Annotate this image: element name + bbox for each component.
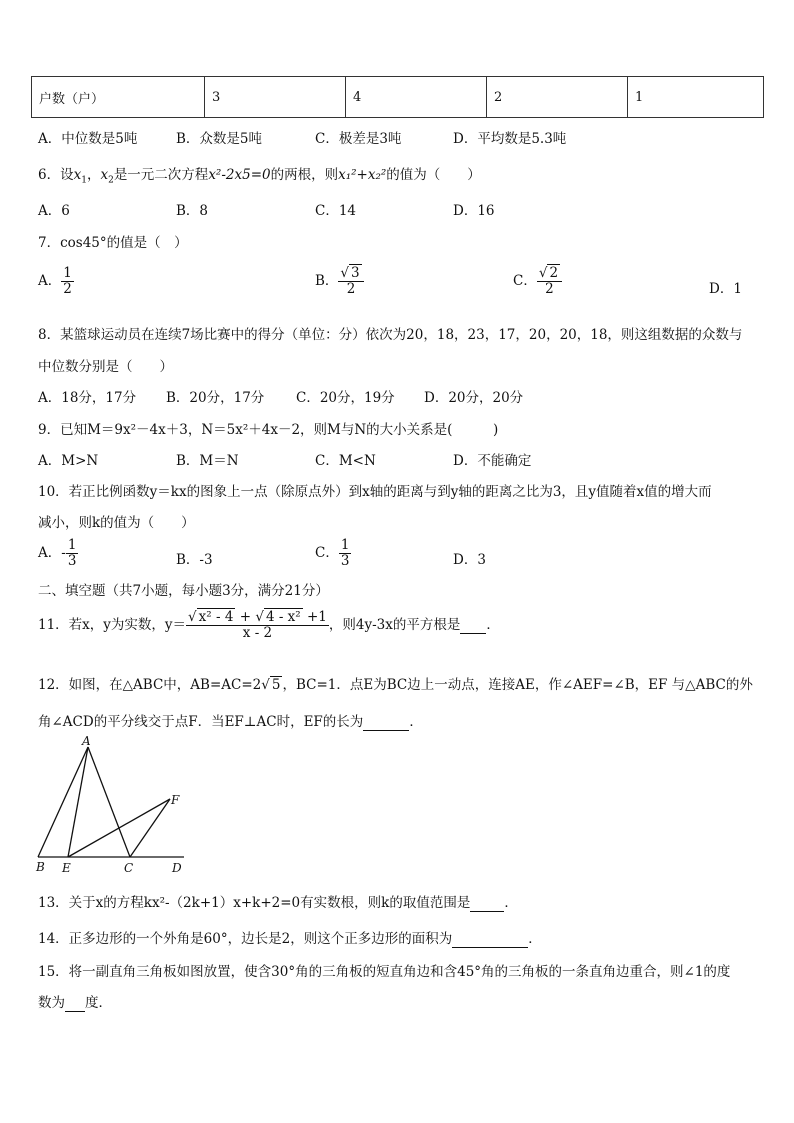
line-cf — [130, 799, 170, 857]
label-c: C — [124, 861, 134, 875]
household-table — [31, 76, 764, 118]
question-12-line1: 12．如图，在△ABC中，AB=AC=2√ 5 ，BC=1．点E为BC边上一动点，连接AE，作∠AEF=∠B，EF 与△ABC的外 — [38, 677, 753, 693]
table-cell: 3 — [205, 77, 346, 118]
fraction: $\frac{\text{√ x² - 4 + √ 4 - x² +1}}{x - 2}$ — [188, 609, 327, 641]
label-d: D — [172, 861, 182, 875]
q7-option-b: B． $\frac{√ 3}{2}$ — [315, 266, 364, 297]
question-15-line1: 15．将一副直角三角板如图放置，使含30°角的三角板的短直角边和含45°角的三角板的一条直角边重合，则∠1的度 — [38, 964, 731, 980]
line-ab — [38, 747, 88, 857]
question-8-line2: 中位数分别是（ ） — [38, 359, 173, 375]
q9-option-d: D．不能确定 — [453, 453, 532, 469]
question-15-line2: 数为 度． — [38, 995, 112, 1011]
q10-option-a: A．- $\frac{1}{3}$ — [38, 537, 77, 569]
section-heading: 二、填空题（共7小题，每小题3分，满分21分） — [38, 583, 329, 599]
q10-option-d: D．3 — [453, 552, 486, 568]
q10-option-b: B．-3 — [176, 552, 213, 568]
question-9: 9．已知M＝9x²－4x＋3，N＝5x²＋4x－2，则M与N的大小关系是( ) — [38, 422, 499, 438]
table-cell: 2 — [487, 77, 628, 118]
fraction: $\frac{1}{2}$ — [63, 265, 72, 297]
question-6: 6．设$x_1$，$x_2$是一元二次方程x²-2x5=0的两根，则x₁²+x₂²的值为（ ） — [38, 167, 481, 186]
q8-option-d: D．20分，20分 — [424, 390, 524, 406]
line-ae — [68, 747, 88, 857]
question-10-line1: 10．若正比例函数y＝kx的图象上一点（除原点外）到x轴的距离与到y轴的距离之比为3，且y值随着x值的增大而 — [38, 484, 712, 500]
fraction: $\frac{1}{3}$ — [340, 537, 350, 569]
q8-option-c: C．20分，19分 — [296, 390, 395, 406]
q5-option-d: D．平均数是5.3吨 — [453, 131, 567, 147]
answer-blank[interactable] — [363, 714, 409, 731]
question-13: 13．关于x的方程kx²-（2k+1）x+k+2=0有实数根，则k的取值范围是 ． — [38, 895, 518, 911]
q6-option-b: B．8 — [176, 203, 209, 219]
q8-option-a: A．18分，17分 — [38, 390, 137, 406]
question-12-line2: 角∠ACD的平分线交于点F．当EF⊥AC时，EF的长为 ． — [38, 714, 423, 730]
q9-option-c: C．M<N — [315, 453, 376, 469]
fraction: $\frac{√ 3}{2}$ — [338, 266, 363, 297]
line-ac — [88, 747, 130, 857]
question-10-line2: 减小，则k的值为（ ） — [38, 515, 195, 531]
q6-option-d: D．16 — [453, 203, 495, 219]
label-a: A — [82, 734, 91, 748]
q10-option-c: C． $\frac{1}{3}$ — [315, 537, 350, 569]
q5-option-a: A．中位数是5吨 — [38, 131, 138, 147]
q9-option-b: B．M＝N — [176, 453, 239, 469]
table-cell: 1 — [628, 77, 764, 118]
answer-blank[interactable] — [460, 617, 486, 634]
answer-blank[interactable] — [470, 895, 504, 912]
fraction: $\frac{√ 2}{2}$ — [537, 266, 562, 297]
q9-option-a: A．M>N — [38, 453, 99, 469]
label-b: B — [36, 860, 45, 874]
q7-option-a: A． $\frac{1}{2}$ — [38, 265, 72, 297]
question-14: 14．正多边形的一个外角是60°，边长是2，则这个正多边形的面积为 ． — [38, 931, 542, 947]
table-row — [32, 77, 764, 118]
q6-option-c: C．14 — [315, 203, 357, 219]
table-cell: 4 — [346, 77, 487, 118]
q7-option-c: C． $\frac{√ 2}{2}$ — [513, 266, 562, 297]
table-cell: 户数（户） — [32, 77, 205, 118]
label-f: F — [171, 793, 180, 807]
question-11: 11．若x，y为实数，y＝ $\frac{\text{√ x² - 4 + √ 4 - x² +1}}{x - 2}$ ，则4y-3x的平方根是 ． — [38, 609, 500, 641]
line-ef — [68, 799, 170, 857]
q6-option-a: A．6 — [38, 203, 70, 219]
q7-option-d: D．1 — [709, 281, 742, 297]
answer-blank[interactable] — [65, 995, 85, 1012]
q5-option-b: B．众数是5吨 — [176, 131, 263, 147]
label-e: E — [62, 861, 71, 875]
question-7: 7．cos45°的值是（ ） — [38, 235, 188, 251]
q5-option-c: C．极差是3吨 — [315, 131, 402, 147]
answer-blank[interactable] — [452, 931, 528, 948]
q8-option-b: B．20分，17分 — [166, 390, 265, 406]
fraction: $\frac{1}{3}$ — [67, 537, 77, 569]
triangle-figure — [34, 733, 186, 875]
question-8-line1: 8．某篮球运动员在连续7场比赛中的得分（单位：分）依次为20，18，23，17，20，20，18，则这组数据的众数与 — [38, 327, 743, 343]
